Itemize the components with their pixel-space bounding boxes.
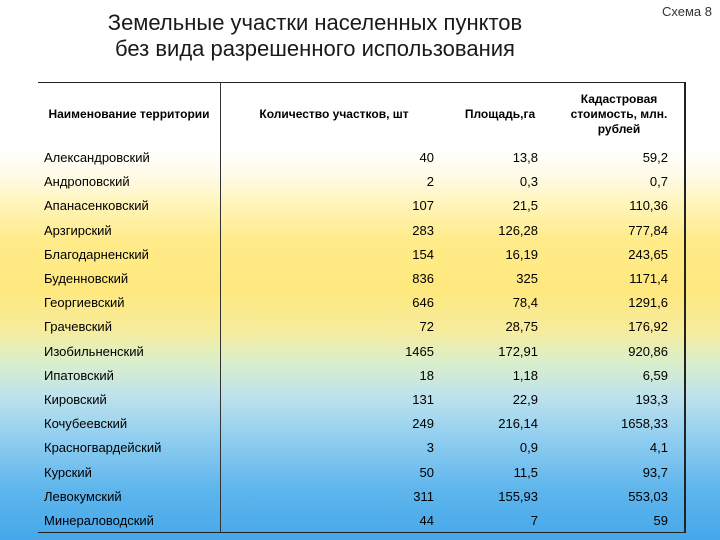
- cell-territory: Андроповский: [44, 174, 130, 190]
- header-territory: Наименование территории: [38, 83, 220, 146]
- scheme-label: Схема 8: [662, 4, 712, 19]
- table-row: [38, 363, 686, 387]
- table-row: [38, 412, 686, 436]
- cell-cost: 1171,4: [629, 271, 668, 287]
- title-line-2: без вида разрешенного использования: [115, 36, 515, 61]
- cell-area: 78,4: [512, 295, 538, 311]
- cell-area: 28,75: [505, 319, 538, 335]
- cell-territory: Изобильненский: [44, 343, 144, 359]
- table-row: [38, 315, 686, 339]
- table-row: [38, 508, 686, 532]
- cell-territory: Кочубеевский: [44, 416, 128, 432]
- cell-territory: Буденновский: [44, 271, 129, 287]
- cell-count: 1465: [405, 343, 434, 359]
- cell-territory: Красногвардейский: [44, 440, 162, 456]
- cell-count: 131: [412, 391, 434, 407]
- cell-territory: Кировский: [44, 391, 107, 407]
- table-row: [38, 194, 686, 218]
- table-row: [38, 146, 686, 170]
- cell-count: 44: [419, 512, 434, 528]
- land-plots-table: [38, 82, 686, 533]
- data-table-container: [38, 82, 686, 533]
- cell-area: 1,18: [512, 367, 538, 383]
- cell-territory: Ипатовский: [44, 367, 114, 383]
- cell-count: 18: [419, 367, 434, 383]
- cell-territory: Минераловодский: [44, 512, 154, 528]
- cell-cost: 920,86: [628, 343, 668, 359]
- cell-cost: 110,36: [629, 198, 668, 214]
- cell-area: 21,5: [512, 198, 538, 214]
- cell-cost: 1291,6: [628, 295, 668, 311]
- cell-territory: Георгиевский: [44, 295, 125, 311]
- cell-territory: Арзгирский: [44, 222, 112, 238]
- table-header-row: [38, 83, 686, 146]
- table-row: [38, 242, 686, 266]
- cell-count: 836: [412, 271, 434, 287]
- cell-territory: Александровский: [44, 150, 150, 166]
- table-row: [38, 339, 686, 363]
- cell-count: 72: [419, 319, 434, 335]
- cell-count: 154: [412, 246, 434, 262]
- cell-cost: 176,92: [628, 319, 668, 335]
- page-title: [80, 10, 550, 62]
- cell-area: 0,3: [519, 174, 538, 190]
- header-cost: Кадастровая стоимость, млн. рублей: [552, 83, 686, 146]
- table-row: [38, 266, 686, 290]
- cell-cost: 59,2: [642, 150, 668, 166]
- cell-cost: 6,59: [642, 367, 668, 383]
- cell-territory: Левокумский: [44, 488, 122, 504]
- table-row: [38, 218, 686, 242]
- cell-cost: 193,3: [635, 391, 668, 407]
- cell-count: 3: [426, 440, 434, 456]
- cell-territory: Грачевский: [44, 319, 112, 335]
- cell-cost: 553,03: [628, 488, 668, 504]
- cell-count: 646: [412, 295, 434, 311]
- title-line-1: Земельные участки населенных пунктов: [107, 10, 523, 35]
- table-row: [38, 436, 686, 460]
- cell-count: 107: [412, 198, 434, 214]
- cell-cost: 243,65: [628, 246, 668, 262]
- column-divider: [220, 82, 221, 533]
- cell-area: 155,93: [498, 488, 538, 504]
- cell-count: 249: [412, 416, 434, 432]
- table-row: [38, 387, 686, 411]
- cell-area: 16,19: [505, 246, 538, 262]
- cell-area: 13,8: [512, 150, 538, 166]
- cell-count: 50: [419, 464, 434, 480]
- cell-area: 7: [530, 512, 538, 528]
- cell-area: 172,91: [498, 343, 538, 359]
- cell-area: 11,5: [513, 464, 538, 480]
- table-right-border: [684, 82, 686, 533]
- header-count: Количество участков, шт: [220, 83, 448, 146]
- table-row: [38, 460, 686, 484]
- header-area: Площадь,га: [448, 83, 552, 146]
- cell-cost: 93,7: [642, 464, 668, 480]
- table-row: [38, 170, 686, 194]
- cell-cost: 4,1: [649, 440, 668, 456]
- table-row: [38, 484, 686, 508]
- cell-territory: Апанасенковский: [44, 198, 149, 214]
- cell-cost: 1658,33: [621, 416, 668, 432]
- cell-count: 283: [412, 222, 434, 238]
- cell-area: 126,28: [498, 222, 538, 238]
- table-row: [38, 291, 686, 315]
- cell-cost: 777,84: [628, 222, 668, 238]
- cell-area: 22,9: [512, 391, 538, 407]
- cell-territory: Курский: [44, 464, 92, 480]
- cell-area: 216,14: [498, 416, 538, 432]
- cell-count: 2: [426, 174, 434, 190]
- cell-count: 40: [419, 150, 434, 166]
- cell-area: 0,9: [519, 440, 538, 456]
- cell-area: 325: [516, 271, 538, 287]
- cell-count: 311: [413, 488, 434, 504]
- cell-cost: 59: [653, 512, 668, 528]
- cell-cost: 0,7: [649, 174, 668, 190]
- cell-territory: Благодарненский: [44, 246, 149, 262]
